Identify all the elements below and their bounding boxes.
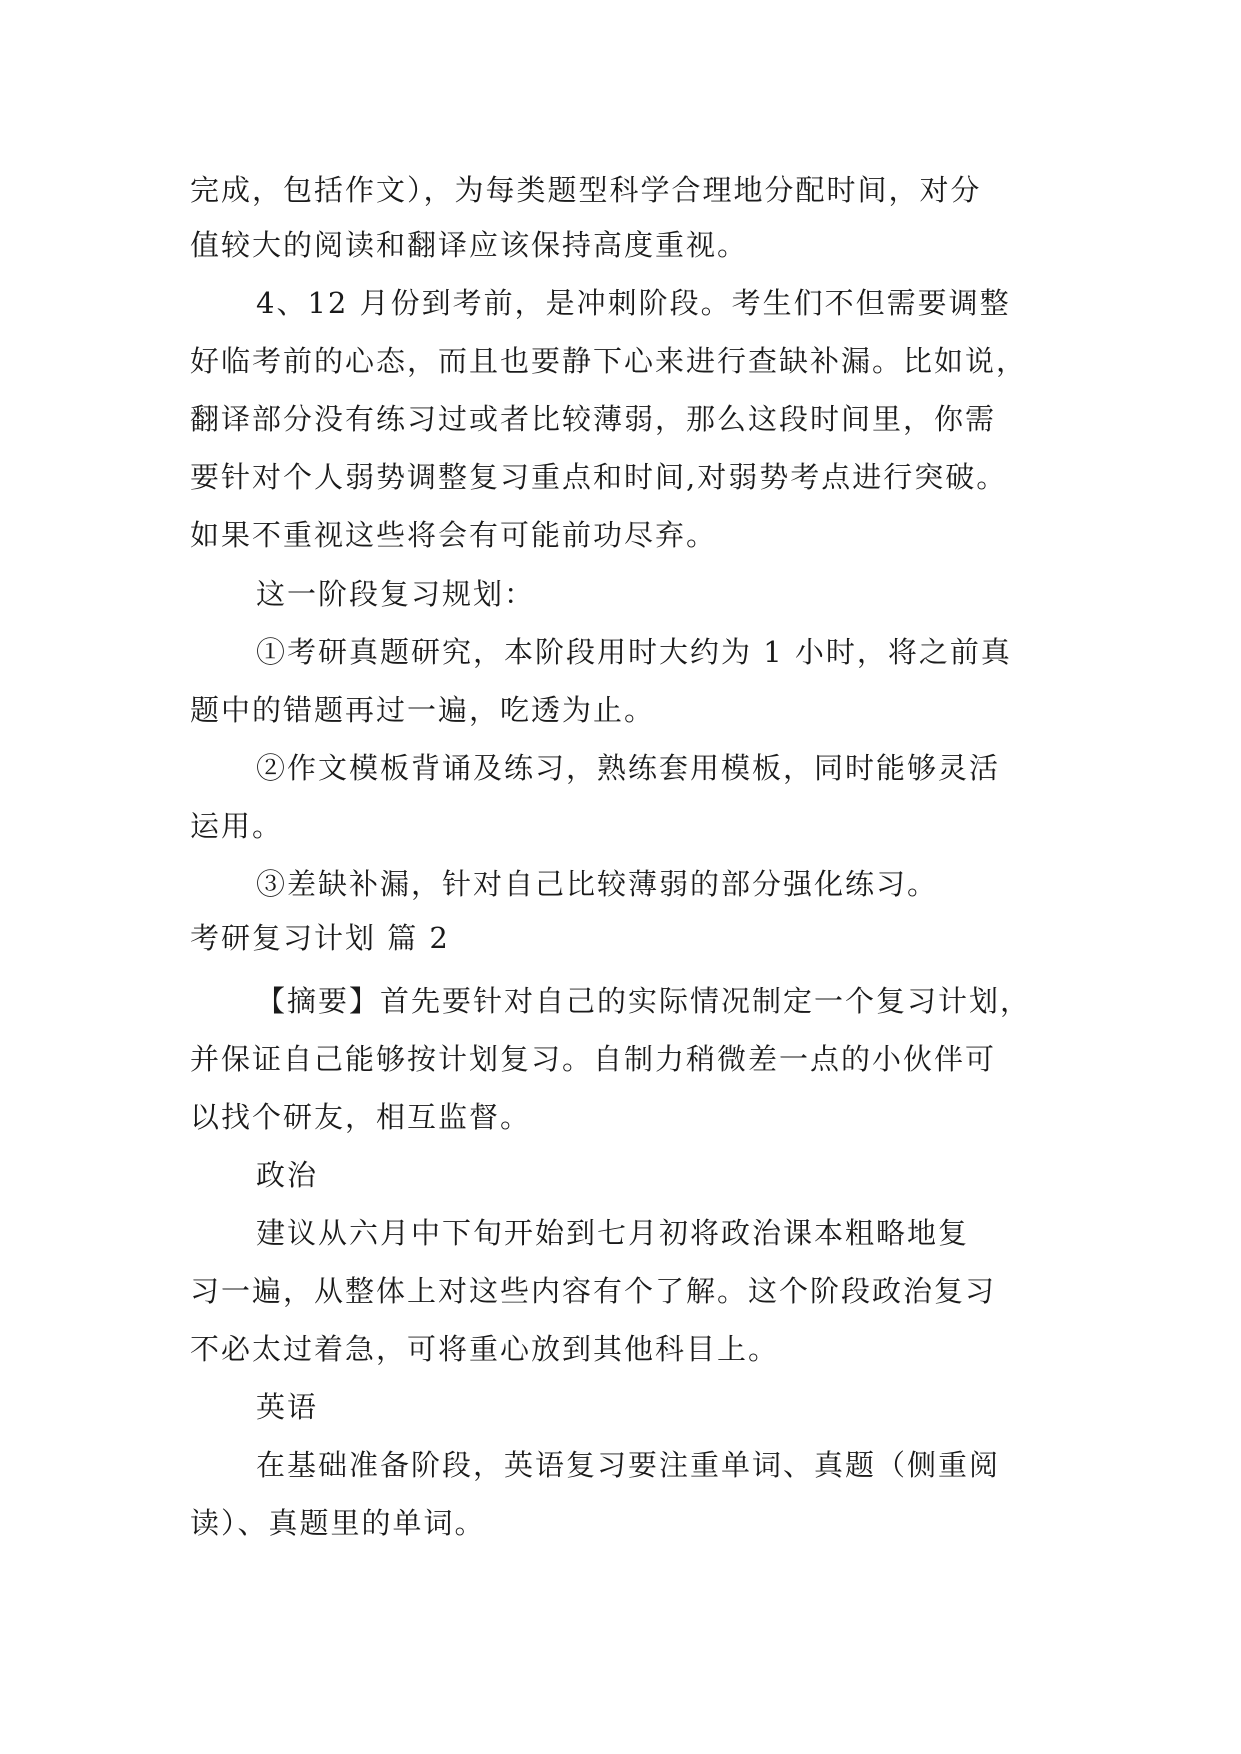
text-line: 习一遍，从整体上对这些内容有个了解。这个阶段政治复习 <box>190 1274 997 1308</box>
text-line: 读）、真题里的单词。 <box>190 1506 486 1540</box>
text-line: 以找个研友，相互监督。 <box>190 1100 532 1134</box>
text-line: 【摘要】首先要针对自己的实际情况制定一个复习计划， <box>256 984 1032 1018</box>
text-line: 如果不重视这些将会有可能前功尽弃。 <box>190 518 718 552</box>
subheading: 政治 <box>256 1158 319 1192</box>
text-line: ①考研真题研究，本阶段用时大约为 1 小时，将之前真 <box>256 635 1012 669</box>
text-line: 并保证自己能够按计划复习。自制力稍微差一点的小伙伴可 <box>190 1042 997 1076</box>
text-line: 4、12 月份到考前，是冲刺阶段。考生们不但需要调整 <box>256 286 1011 320</box>
text-line: 完成，包括作文），为每类题型科学合理地分配时间，对分 <box>190 173 982 207</box>
text-line: 好临考前的心态，而且也要静下心来进行查缺补漏。比如说， <box>190 344 1028 378</box>
text-line: 运用。 <box>190 809 284 843</box>
text-line: 这一阶段复习规划： <box>256 577 536 611</box>
section-heading: 考研复习计划 篇 2 <box>190 921 450 955</box>
text-line: 题中的错题再过一遍，吃透为止。 <box>190 693 656 727</box>
text-line: 要针对个人弱势调整复习重点和时间,对弱势考点进行突破。 <box>190 460 1008 494</box>
text-line: 值较大的阅读和翻译应该保持高度重视。 <box>190 228 749 262</box>
text-line: 建议从六月中下旬开始到七月初将政治课本粗略地复 <box>256 1216 970 1250</box>
text-line: 翻译部分没有练习过或者比较薄弱，那么这段时间里，你需 <box>190 402 997 436</box>
subheading: 英语 <box>256 1390 319 1424</box>
text-line: ③差缺补漏，针对自己比较薄弱的部分强化练习。 <box>256 867 939 901</box>
text-line: 在基础准备阶段，英语复习要注重单词、真题（侧重阅 <box>256 1448 1001 1482</box>
text-line: 不必太过着急，可将重心放到其他科目上。 <box>190 1332 780 1366</box>
text-line: ②作文模板背诵及练习，熟练套用模板，同时能够灵活 <box>256 751 1001 785</box>
